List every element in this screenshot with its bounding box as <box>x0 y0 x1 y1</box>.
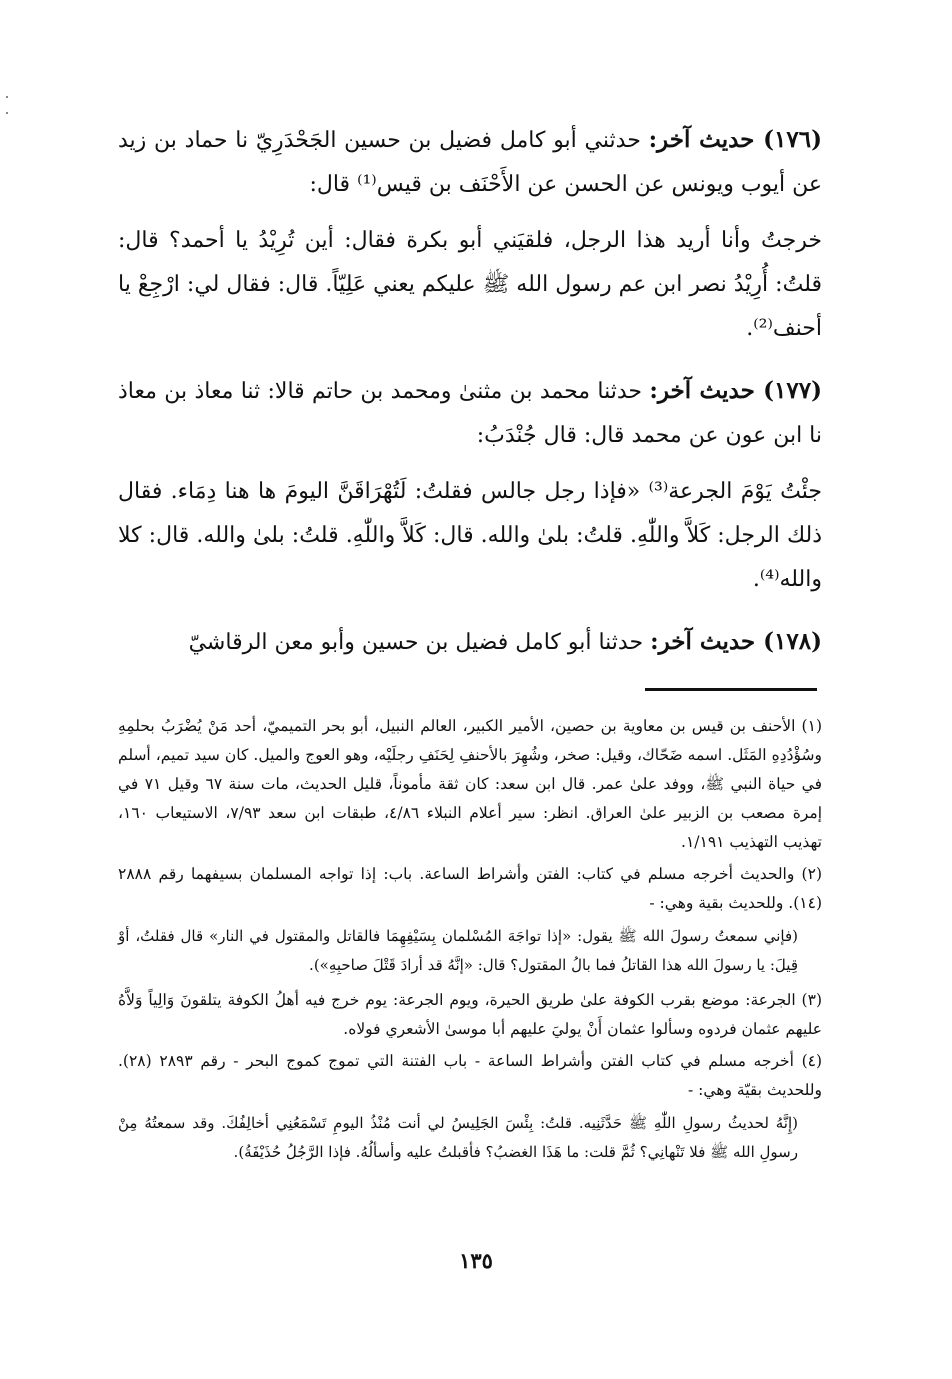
hadith-178-isnad <box>118 620 822 665</box>
hadith-176-isnad <box>118 118 822 207</box>
scan-margin-mark <box>6 112 8 114</box>
footnote-4-quote: (إِنَّهُ لحديثُ رسولِ اللّٰهِ ﷺ حَدَّثَنِيه. قلتُ: بِئْسَ الجَلِيسُ لي أنت مُنْذُ اليومِ تَسْمَعُنِي أخالِفُكَ. وقد سمعتُهُ مِنْ رسولِ الله ﷺ فلا تَنْهانِي؟ ثُمَّ قلت: ما هَذَا الغضبُ؟ فأقبلتُ عليه وأسألُهُ. فإذا الرَّجُلُ حُذَيْفَةُ). <box>118 1114 798 1161</box>
footnote-2: (٢) والحديث أخرجه مسلم في كتاب: الفتن وأشراط الساعة. باب: إذا تواجه المسلمان بسيفهما رقم ٢٨٨٨ (١٤). وللحديث بقية وهي: - <box>118 865 822 912</box>
footnote-1: (١) الأحنف بن قيس بن معاوية بن حصين، الأمير الكبير، العالم النبيل، أبو بحر التميميّ، أحد مَنْ يُضْرَبُ بحلمِهِ وسُؤْدُدِهِ المَثَل. اسمه ضَحّاك، وقيل: صخر، وشُهِرَ بالأحنفِ لِحَنَفِ رجلَيْه، وهو العوج والميل. كان سيد تميم، أسلم في حياة النبي ﷺ، ووفد علىٰ عمر. قال ابن سعد: كان ثقة مأموناً، قليل الحديث، مات سنة ٦٧ وقيل ٧١ في إمرة مصعب بن الزبير علىٰ العراق. انظر: سير أعلام النبلاء ٤/٨٦، طبقات ابن سعد ٧/٩٣، الاستيعاب ١٦٠، تهذيب التهذيب ١/١٩١. <box>118 717 823 851</box>
footnote-3: (٣) الجرعة: موضع بقرب الكوفة علىٰ طريق الحيرة، ويوم الجرعة: يوم خرج فيه أهلُ الكوفة يتلقونَ وَالِياً وَلاَّهُ عليهم عثمان فردوه وسألوا عثمان أَنْ يوليَ عليهم أبا موسىٰ الأشعري فولاه. <box>118 991 822 1038</box>
hadith-177-heading: (١٧٧) حديث آخر: <box>649 377 822 404</box>
footnote-4: (٤) أخرجه مسلم في كتاب الفتن وأشراط الساعة - باب الفتنة التي تموج كموج البحر - رقم ٢٨٩٣ (٢٨). وللحديث بقيّة وهي: - <box>118 1052 823 1099</box>
footnote-separator <box>645 688 817 691</box>
scan-margin-mark <box>6 96 8 98</box>
footnotes <box>118 712 822 1173</box>
page-number: ١٣٥ <box>459 1248 493 1273</box>
hadith-176-heading: (١٧٦) حديث آخر: <box>648 126 822 153</box>
footnote-2-quote: (فإني سمعتُ رسولَ الله ﷺ يقول: «إذا تواجَهَ المُسْلمان بِسَيْفِهِمَا فالقاتل والمقتول في النار» قال فقلتُ، أوْ قِيلَ: يا رسولَ الله هذا القاتلُ فما بالُ المقتول؟ قال: «إنَّهُ قد أرادَ قَتْلَ صاحبِهِ»). <box>118 927 798 974</box>
main-text <box>118 118 822 665</box>
hadith-177-isnad <box>118 369 822 458</box>
hadith-177-text: جئْتُ يَوْمَ الجرعة⁽³⁾ «فإذا رجل جالس فقلتُ: لَتُهْرَاقَنَّ اليومَ ها هنا دِمَاء. فقال ذلك الرجل: كَلاَّ واللّٰهِ. قلتُ: بلىٰ والله. قال: كَلاَّ واللّٰهِ. قلتُ: بلىٰ والله. قال: كلا والله⁽⁴⁾. <box>118 479 822 592</box>
hadith-176-chain: حدثني أبو كامل فضيل بن حسين الجَحْدَرِيّ نا حماد بن زيد عن أيوب ويونس عن الحسن عن الأَحْنَف بن قيس⁽¹⁾ قال: <box>118 128 822 197</box>
hadith-177-chain: حدثنا محمد بن مثنىٰ ومحمد بن حاتم قالا: ثنا معاذ بن معاذ نا ابن عون عن محمد قال: قال جُنْدَبُ: <box>118 379 822 448</box>
hadith-178-chain: حدثنا أبو كامل فضيل بن حسين وأبو معن الرقاشيّ <box>188 630 644 655</box>
hadith-176-text: خرجتُ وأنا أريد هذا الرجل، فلقيَني أبو بكرة فقال: أين تُرِيْدُ يا أحمد؟ قال: قلتُ: أُرِيْدُ نصر ابن عم رسول الله ﷺ عليكم يعني عَلِيّاً. قال: فقال لي: ارْجِعْ يا أحنف⁽²⁾. <box>118 228 822 341</box>
hadith-178-heading: (١٧٨) حديث آخر: <box>650 628 822 655</box>
